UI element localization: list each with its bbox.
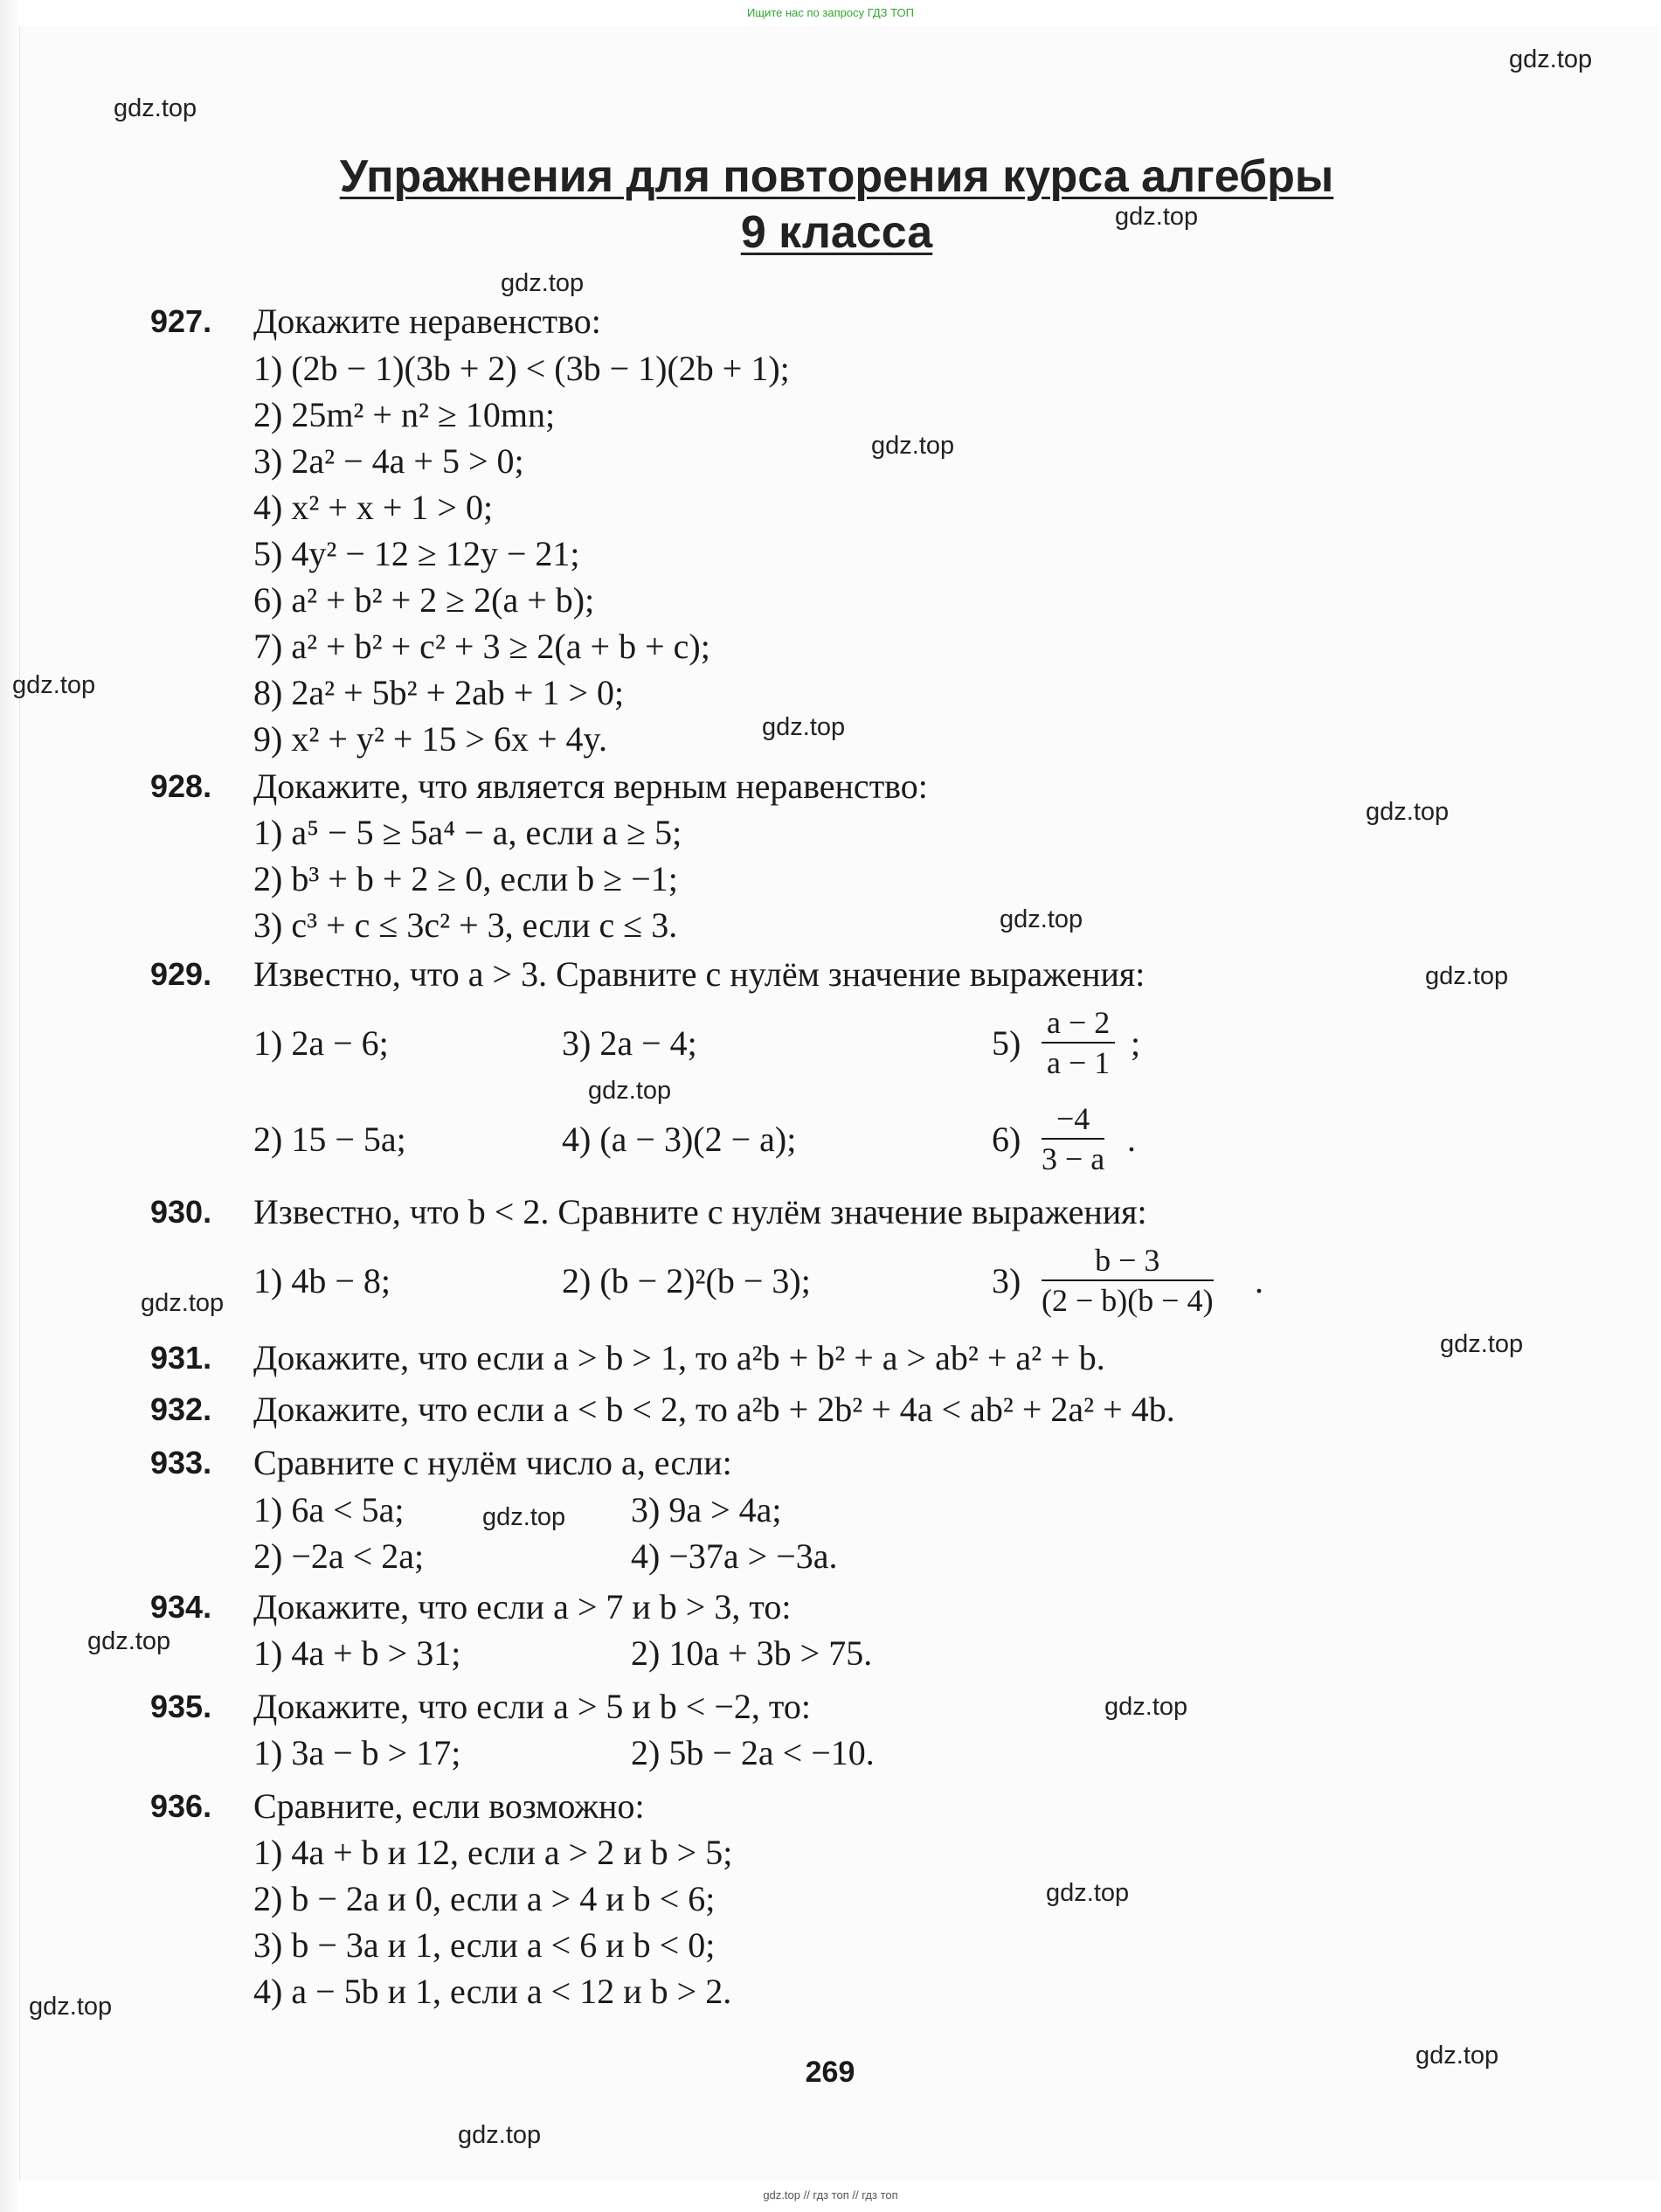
exercise-prompt: Докажите, что если a < b < 2, то a²b + 2b² + 4a < ab² + 2a² + 4b. [253, 1390, 1175, 1429]
fraction-numerator: −4 [1042, 1099, 1104, 1140]
title-line-1: Упражнения для повторения курса алгебры [339, 151, 1334, 202]
watermark: gdz.top [1415, 2042, 1499, 2070]
exercise-prompt: Сравните с нулём число a, если: [253, 1443, 732, 1482]
watermark: gdz.top [1104, 1693, 1188, 1721]
title-line-2: 9 класса [740, 207, 933, 258]
watermark: gdz.top [458, 2121, 542, 2149]
fraction-denominator: 3 − a [1042, 1141, 1105, 1176]
exercise-prompt: Сравните, если возможно: [253, 1786, 645, 1826]
fraction-tail: . [1255, 1261, 1263, 1300]
exercise-number: 934. [150, 1589, 212, 1625]
page-title [236, 150, 1437, 203]
watermark: gdz.top [114, 94, 197, 122]
exercise-item: 5) [992, 1023, 1021, 1063]
watermark: gdz.top [588, 1077, 672, 1105]
exercise-number: 928. [150, 768, 212, 804]
watermark: gdz.top [871, 432, 955, 460]
fraction-tail: ; [1131, 1023, 1141, 1063]
exercise-prompt: Докажите, что является верным неравенство: [253, 766, 928, 806]
exercise-number: 936. [150, 1788, 212, 1824]
page-bleed [0, 0, 19, 2212]
exercise-prompt: Известно, что b < 2. Сравните с нулём значение выражения: [253, 1192, 1147, 1231]
exercise-item: 3) 9a > 4a; [631, 1490, 782, 1529]
exercise-item: 2) b − 2a и 0, если a > 4 и b < 6; [253, 1879, 716, 1918]
exercise-item: 9) x² + y² + 15 > 6x + 4y. [253, 719, 607, 759]
watermark: gdz.top [501, 269, 585, 297]
exercise-item: 8) 2a² + 5b² + 2ab + 1 > 0; [253, 673, 625, 712]
exercise-item: 2) −2a < 2a; [253, 1536, 425, 1576]
exercise-item: 1) (2b − 1)(3b + 2) < (3b − 1)(2b + 1); [253, 349, 790, 388]
exercise-item: 5) 4y² − 12 ≥ 12y − 21; [253, 534, 580, 573]
exercise-number: 933. [150, 1445, 212, 1480]
exercise-prompt: Известно, что a > 3. Сравните с нулём значение выражения: [253, 954, 1145, 994]
exercise-number: 931. [150, 1340, 212, 1376]
watermark: gdz.top [141, 1289, 225, 1317]
exercise-item: 3) c³ + c ≤ 3c² + 3, если c ≤ 3. [253, 905, 678, 945]
exercise-item: 4) (a − 3)(2 − a); [562, 1120, 797, 1159]
watermark: gdz.top [29, 1993, 113, 2021]
fraction-denominator: (2 − b)(b − 4) [1042, 1283, 1214, 1318]
exercise-item: 1) 4a + b > 31; [253, 1633, 461, 1673]
exercise-number: 929. [150, 956, 212, 992]
exercise-item: 2) 10a + 3b > 75. [631, 1633, 873, 1673]
exercise-item: 6) [992, 1120, 1021, 1159]
fraction [1042, 1003, 1115, 1082]
exercise-item: 6) a² + b² + 2 ≥ 2(a + b); [253, 580, 595, 620]
exercise-prompt: Докажите, что если a > 5 и b < −2, то: [253, 1687, 811, 1726]
exercise-prompt: Докажите неравенство: [253, 302, 601, 341]
fraction [1042, 1099, 1104, 1178]
exercise-item: 3) b − 3a и 1, если a < 6 и b < 0; [253, 1925, 716, 1965]
exercise-item: 1) 3a − b > 17; [253, 1733, 461, 1772]
exercise-prompt: Докажите, что если a > b > 1, то a²b + b² + a > ab² + a² + b. [253, 1338, 1105, 1377]
exercise-number: 927. [150, 303, 212, 339]
fraction-numerator: a − 2 [1042, 1003, 1115, 1044]
exercise-item: 2) 5b − 2a < −10. [631, 1733, 875, 1772]
watermark: gdz.top [12, 671, 96, 699]
watermark: gdz.top [87, 1627, 171, 1655]
exercise-item: 4) −37a > −3a. [631, 1536, 838, 1576]
exercise-number: 930. [150, 1194, 212, 1230]
fraction-denominator: a − 1 [1047, 1045, 1111, 1080]
exercise-prompt: Докажите, что если a > 7 и b > 3, то: [253, 1587, 792, 1626]
exercise-item: 7) a² + b² + c² + 3 ≥ 2(a + b + c); [253, 627, 710, 666]
watermark: gdz.top [1366, 798, 1450, 826]
watermark: gdz.top [762, 713, 846, 741]
exercise-item: 1) 4b − 8; [253, 1261, 391, 1300]
watermark: gdz.top [482, 1503, 566, 1531]
page-number: 269 [805, 2056, 855, 2089]
exercise-item: 3) 2a − 4; [562, 1023, 697, 1063]
watermark: gdz.top [1509, 45, 1593, 73]
exercise-item: 4) x² + x + 1 > 0; [253, 488, 494, 527]
exercise-item: 3) 2a² − 4a + 5 > 0; [253, 441, 524, 481]
top-note[interactable]: Ищите нас по запросу ГДЗ ТОП [747, 6, 914, 19]
exercise-item: 4) a − 5b и 1, если a < 12 и b > 2. [253, 1972, 732, 2011]
fraction [1042, 1241, 1214, 1320]
watermark: gdz.top [1115, 203, 1199, 231]
exercise-item: 2) (b − 2)²(b − 3); [562, 1261, 811, 1300]
exercise-item: 1) 2a − 6; [253, 1023, 389, 1063]
exercise-item: 1) a⁵ − 5 ≥ 5a⁴ − a, если a ≥ 5; [253, 813, 682, 852]
watermark: gdz.top [1440, 1330, 1524, 1358]
watermark: gdz.top [1000, 905, 1083, 933]
exercise-item: 1) 4a + b и 12, если a > 2 и b > 5; [253, 1833, 733, 1872]
watermark: gdz.top [1425, 962, 1509, 990]
page-subtitle [236, 206, 1437, 259]
exercise-item: 1) 6a < 5a; [253, 1490, 405, 1529]
exercise-item: 2) 25m² + n² ≥ 10mn; [253, 395, 556, 434]
exercise-number: 935. [150, 1688, 212, 1724]
exercise-item: 2) b³ + b + 2 ≥ 0, если b ≥ −1; [253, 859, 678, 898]
fraction-tail: . [1127, 1120, 1136, 1159]
exercise-item: 3) [992, 1261, 1021, 1300]
exercise-item: 2) 15 − 5a; [253, 1120, 406, 1159]
bottom-note[interactable]: gdz.top // гдз топ // гдз топ [763, 2188, 898, 2202]
exercise-number: 932. [150, 1391, 212, 1427]
fraction-numerator: b − 3 [1042, 1241, 1214, 1281]
watermark: gdz.top [1046, 1879, 1130, 1907]
